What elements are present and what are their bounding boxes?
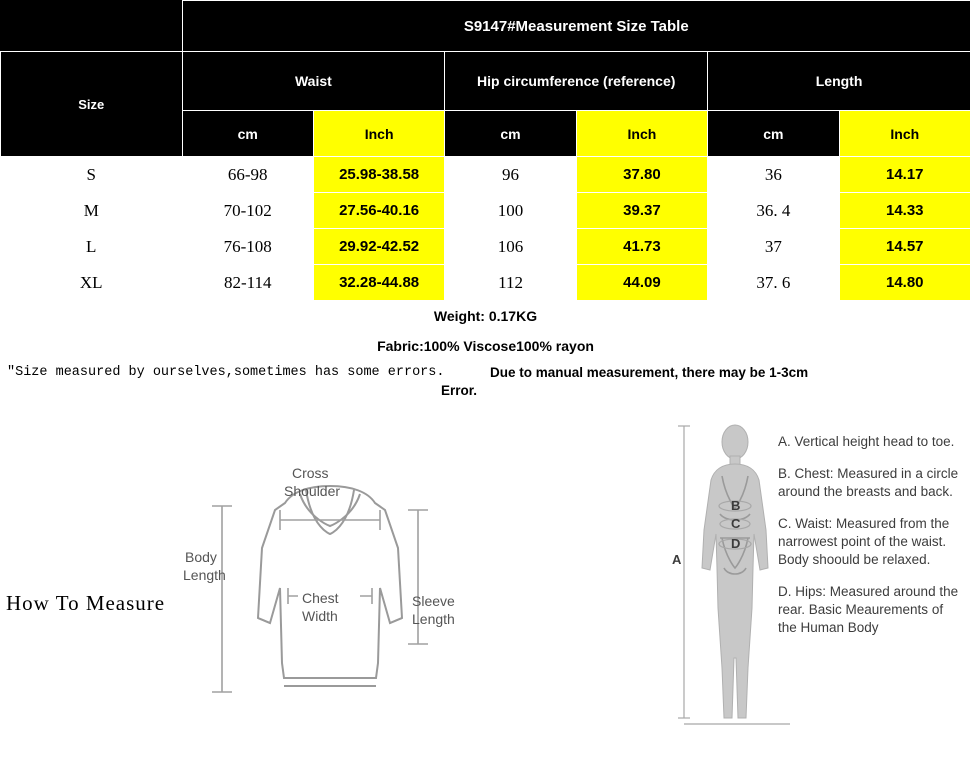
label-chest-width-line2: Width [302,608,338,624]
cell-length-inch: 14.80 [839,265,970,301]
cell-waist-inch: 32.28-44.88 [313,265,444,301]
cell-length-cm: 36 [708,157,839,193]
table-row [1,193,971,229]
body-marker-c: C [731,516,741,531]
table-title: S9147#Measurement Size Table [182,1,971,52]
cell-hip-inch: 44.09 [576,265,707,301]
error-note-right2: Error. [441,383,478,398]
cell-length-cm: 37 [708,229,839,265]
unit-waist-cm: cm [182,111,313,157]
cell-waist-inch: 29.92-42.52 [313,229,444,265]
cell-length-inch: 14.33 [839,193,970,229]
label-cross-shoulder-line2: Shoulder [284,483,341,499]
cell-length-cm: 36. 4 [708,193,839,229]
unit-hip-cm: cm [445,111,576,157]
unit-hip-inch: Inch [576,111,707,157]
unit-length-inch: Inch [839,111,970,157]
legend-item-c: C. Waist: Measured from the narrowest point of the waist. Body shoould be relaxed. [778,516,950,567]
cell-size: M [1,193,183,229]
cell-waist-inch: 27.56-40.16 [313,193,444,229]
group-header-waist: Waist [182,52,445,111]
cell-waist-cm: 70-102 [182,193,313,229]
label-sleeve-length-line1: Sleeve [412,593,455,609]
label-cross-shoulder-line1: Cross [292,465,329,481]
fabric-row [1,331,971,361]
weight-note: Weight: 0.17KG [1,301,971,331]
garment-diagram [180,448,480,748]
label-chest-width-line1: Chest [302,590,339,606]
body-marker-d: D [731,536,741,551]
error-note-right: Due to manual measurement, there may be 1-3cm [490,365,809,380]
cell-hip-inch: 41.73 [576,229,707,265]
label-body-length-line2: Length [183,567,226,583]
label-body-length-line1: Body [185,549,217,565]
cell-length-inch: 14.57 [839,229,970,265]
legend-item-a: A. Vertical height head to toe. [778,434,955,449]
cell-size: S [1,157,183,193]
error-row [1,361,971,402]
legend-item-b: B. Chest: Measured in a circle around the breasts and back. [778,466,959,499]
table-row [1,265,971,301]
table-row [1,229,971,265]
unit-length-cm: cm [708,111,839,157]
size-column-header: Size [1,52,183,157]
fabric-note: Fabric:100% Viscose100% rayon [1,331,971,361]
error-note-cell [1,361,971,402]
how-to-measure-title: How To Measure [6,591,166,615]
cell-waist-cm: 66-98 [182,157,313,193]
table-row [1,157,971,193]
legend-item-d: D. Hips: Measured around the rear. Basic Meaurements of the Human Body [778,584,959,635]
cell-waist-cm: 76-108 [182,229,313,265]
unit-waist-inch: Inch [313,111,444,157]
table-title-row [1,1,971,52]
cell-size: XL [1,265,183,301]
cell-waist-cm: 82-114 [182,265,313,301]
body-marker-a: A [672,552,682,567]
cell-hip-cm: 112 [445,265,576,301]
label-sleeve-length-line2: Length [412,611,455,627]
cell-hip-inch: 39.37 [576,193,707,229]
body-marker-b: B [731,498,741,513]
cell-hip-inch: 37.80 [576,157,707,193]
title-spacer [1,1,183,52]
group-header-row [1,52,971,111]
cell-hip-cm: 106 [445,229,576,265]
weight-row [1,301,971,331]
error-note-left: "Size measured by ourselves,sometimes has some errors. [7,365,445,380]
measurement-legend [778,433,963,651]
how-to-measure-panel [0,402,971,782]
cell-size: L [1,229,183,265]
group-header-length: Length [708,52,971,111]
cell-waist-inch: 25.98-38.58 [313,157,444,193]
cell-length-inch: 14.17 [839,157,970,193]
cell-length-cm: 37. 6 [708,265,839,301]
group-header-hip: Hip circumference (reference) [445,52,708,111]
cell-hip-cm: 100 [445,193,576,229]
cell-hip-cm: 96 [445,157,576,193]
